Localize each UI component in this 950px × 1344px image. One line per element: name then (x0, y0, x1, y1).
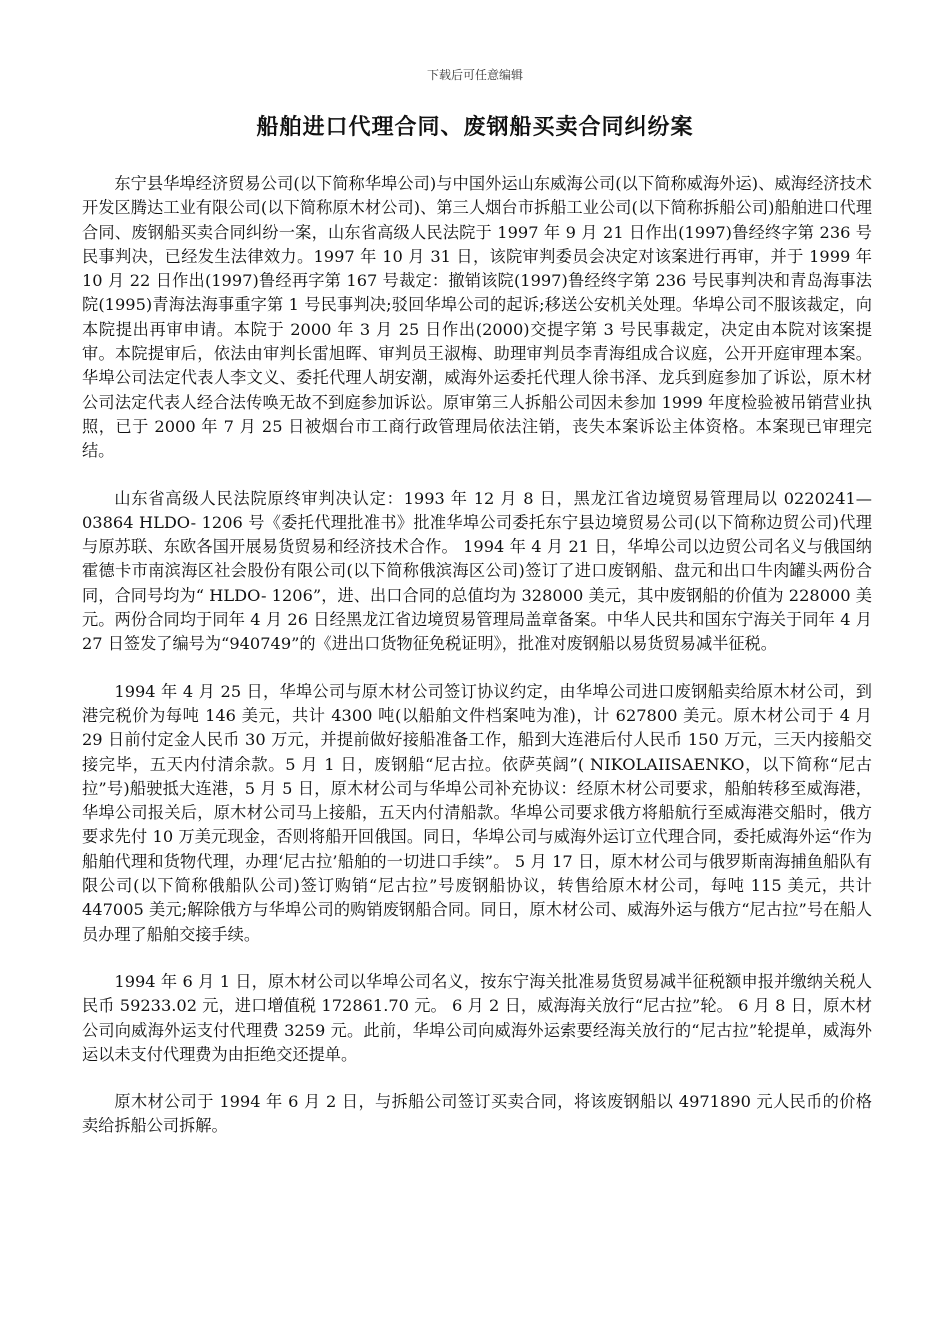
header-note: 下载后可任意编辑 (426, 68, 523, 82)
paragraph-2: 山东省高级人民法院原终审判决认定：1993 年 12 月 8 日，黑龙江省边境贸易管理局以 0220241— 03864 HLDO- 1206 号《委托代理批准书》批准华埠公司委托东宁县边境贸易公司(以下简称边贸公司)代理与原苏联、东欧各国开展易货贸易和经济技术合作。 1994 年 4 月 21 日，华埠公司以边贸公司名义与俄国纳霍德卡市南滨海区社会股份有限公司(以下简称俄滨海区公司)签订了进口废钢船、盘元和出口牛肉罐头两份合同，合同号均为“ HLDO- 1206”，进、出口合同的总值均为 328000 美元，其中废钢船的价值为 228000 美元。两份合同均于同年 4 月 26 日经黑龙江省边境贸易管理局盖章备案。中华人民共和国东宁海关于同年 4 月 27 日签发了编号为“940749”的《进出口货物征免税证明》，批准对废钢船以易货贸易减半征税。 (82, 488, 878, 654)
paragraph-5: 原木材公司于 1994 年 6 月 2 日，与拆船公司签订买卖合同，将该废钢船以 4971890 元人民币的价格卖给拆船公司拆解。 (82, 1092, 872, 1136)
paragraph-1: 东宁县华埠经济贸易公司(以下简称华埠公司)与中国外运山东威海公司(以下简称威海外运)、威海经济技术开发区腾达工业有限公司(以下简称原木材公司)、第三人烟台市拆船工业公司(以下简称拆船公司)船舶进口代理合同、废钢船买卖合同纠纷一案，山东省高级人民法院于 1997 年 9 月 21 日作出(1997)鲁经终字第 236 号民事判决，已经发生法律效力。1997 年 10 月 31 日，该院审判委员会决定对该案进行再审，并于 1999 年 10 月 22 日作出(1997)鲁经再字第 167 号裁定：撤销该院(1997)鲁经终字第 236 号民事判决和青岛海事法院(1995)青海法海事重字第 1 号民事判决;驳回华埠公司的起诉;移送公安机关处理。华埠公司不服该裁定，向本院提出再审申请。本院于 2000 年 3 月 25 日作出(2000)交提字第 3 号民事裁定，决定由本院对该案提审。本院提审后，依法由审判长雷旭晖、审判员王淑梅、助理审判员李青海组成合议庭，公开开庭审理本案。华埠公司法定代表人李文义、委托代理人胡安潮，威海外运委托代理人徐书泽、龙兵到庭参加了诉讼，原木材公司法定代表人经合法传唤无故不到庭参加诉讼。原审第三人拆船公司因未参加 1999 年度检验被吊销营业执照，已于 2000 年 7 月 25 日被烟台市工商行政管理局依法注销，丧失本案诉讼主体资格。本案现已审理完结。 (82, 174, 878, 461)
paragraph-4: 1994 年 6 月 1 日，原木材公司以华埠公司名义，按东宁海关批准易货贸易减半征税额申报并缴纳关税人民币 59233.02 元，进口增值税 172861.70 元。 6 月 2 日，威海海关放行“尼古拉”轮。 6 月 8 日，原木材公司向威海外运支付代理费 3259 元。此前，华埠公司向威海外运索要经海关放行的“尼古拉”轮提单，威海外运以未支付代理费为由拒绝交还提单。 (82, 971, 872, 1064)
paragraph-3: 1994 年 4 月 25 日，华埠公司与原木材公司签订协议约定，由华埠公司进口废钢船卖给原木材公司，到港完税价为每吨 146 美元，共计 4300 吨(以船舶文件档案吨为准)，计 627800 美元。原木材公司于 4 月 29 日前付定金人民币 30 万元，并提前做好接船准备工作，船到大连港后付人民币 150 万元，三天内接船交接完毕，五天内付清余款。5 月 1 日，废钢船“尼古拉。依萨英阔”( NIKOLAIISAENKO，以下简称“尼古拉”号)船驶抵大连港，5 月 5 日，原木材公司与华埠公司补充协议：经原木材公司要求，船舶转移至威海港，华埠公司报关后，原木材公司马上接船，五天内付清船款。华埠公司要求俄方将船航行至威海港交船时，俄方要求先付 10 万美元现金，否则将船开回俄国。同日，华埠公司与威海外运订立代理合同，委托威海外运“作为船舶代理和货物代理，办理‘尼古拉’船舶的一切进口手续”。 5 月 17 日，原木材公司与俄罗斯南海捕鱼船队有限公司(以下简称俄船队公司)签订购销“尼古拉”号废钢船协议，转售给原木材公司，每吨 115 美元，共计 447005 美元;解除俄方与华埠公司的购销废钢船合同。同日，原木材公司、威海外运与俄方“尼古拉”号在船人员办理了船舶交接手续。 (82, 681, 878, 944)
document-title: 船舶进口代理合同、废钢船买卖合同纠纷案 (256, 115, 694, 140)
document-body (82, 172, 878, 1162)
